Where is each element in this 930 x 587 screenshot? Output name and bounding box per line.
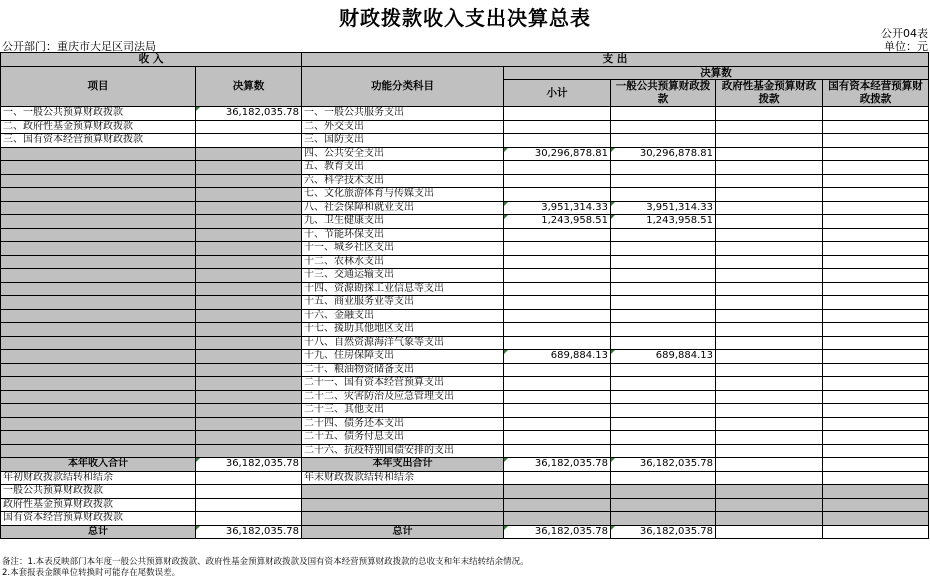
income-item-label	[1, 269, 196, 283]
table-row	[1, 174, 929, 188]
expense-capital	[823, 242, 929, 256]
final-amount-header: 决算数	[196, 66, 302, 107]
expense-subtotal	[504, 404, 611, 418]
expense-capital	[823, 431, 929, 445]
income-item-label	[1, 431, 196, 445]
income-item-value	[196, 350, 302, 364]
expense-item-label: 十三、交通运输支出	[302, 269, 504, 283]
income-item-value	[196, 161, 302, 175]
expense-fund	[716, 417, 823, 431]
expense-item-label: 十七、援助其他地区支出	[302, 323, 504, 337]
expense-item-label: 六、科学技术支出	[302, 174, 504, 188]
expense-capital	[823, 296, 929, 310]
table-row	[1, 525, 929, 539]
table-row	[1, 444, 929, 458]
filler	[302, 498, 504, 512]
page-title: 财政拨款收入支出决算总表	[339, 6, 591, 30]
expense-fund	[716, 215, 823, 229]
expense-fund	[716, 444, 823, 458]
table-row	[1, 377, 929, 391]
table-row	[1, 458, 929, 472]
note-line: 2.本套报表金额单位转换时可能存在尾数误差。	[2, 567, 181, 578]
final-amount-group-header: 决算数	[504, 66, 929, 80]
expense-item-label: 十五、商业服务业等支出	[302, 296, 504, 310]
expense-total-subtotal: 36,182,035.78	[504, 458, 611, 472]
expense-capital	[823, 404, 929, 418]
income-item-label	[1, 161, 196, 175]
income-item-label	[1, 188, 196, 202]
table-row	[1, 228, 929, 242]
grand-total-subtotal: 36,182,035.78	[504, 525, 611, 539]
table-row	[1, 471, 929, 485]
expense-item-label: 二十、粮油物资储备支出	[302, 363, 504, 377]
income-item-value	[196, 201, 302, 215]
expense-subtotal	[504, 377, 611, 391]
expense-subtotal	[504, 309, 611, 323]
expense-capital	[823, 228, 929, 242]
filler	[611, 512, 716, 526]
expense-subtotal	[504, 323, 611, 337]
expense-item-label: 二十三、其他支出	[302, 404, 504, 418]
income-item-value	[196, 188, 302, 202]
expense-item-label: 十九、住房保障支出	[302, 350, 504, 364]
expense-subtotal: 30,296,878.81	[504, 147, 611, 161]
expense-subtotal	[504, 255, 611, 269]
expense-fund	[716, 107, 823, 121]
income-item-value	[196, 309, 302, 323]
filler	[611, 485, 716, 499]
expense-capital	[823, 120, 929, 134]
expense-subtotal	[504, 228, 611, 242]
expense-subtotal	[504, 431, 611, 445]
expense-general	[611, 390, 716, 404]
expense-total-general: 36,182,035.78	[611, 458, 716, 472]
expense-general	[611, 188, 716, 202]
income-item-value	[196, 431, 302, 445]
filler	[716, 485, 823, 499]
expense-fund	[716, 120, 823, 134]
table-row	[1, 498, 929, 512]
income-item-value	[196, 296, 302, 310]
expense-item-label: 十八、自然资源海洋气象等支出	[302, 336, 504, 350]
expense-fund	[716, 188, 823, 202]
table-row	[1, 215, 929, 229]
income-item-label	[1, 404, 196, 418]
expense-capital	[823, 174, 929, 188]
expense-subtotal: 3,951,314.33	[504, 201, 611, 215]
expense-capital	[823, 107, 929, 121]
table-row	[1, 161, 929, 175]
income-item-value	[196, 377, 302, 391]
table-row	[1, 242, 929, 256]
expense-capital	[823, 350, 929, 364]
expense-general	[611, 228, 716, 242]
income-item-label	[1, 215, 196, 229]
table-row	[1, 417, 929, 431]
carryover-end-capital	[823, 471, 929, 485]
income-item-value	[196, 323, 302, 337]
expense-item-label: 十、节能环保支出	[302, 228, 504, 242]
expense-item-label: 五、教育支出	[302, 161, 504, 175]
expense-general	[611, 404, 716, 418]
expense-capital	[823, 147, 929, 161]
income-item-label	[1, 444, 196, 458]
sub-fund-label: 政府性基金预算财政拨款	[1, 498, 196, 512]
expense-total-label: 本年支出合计	[302, 458, 504, 472]
income-item-value	[196, 282, 302, 296]
state-capital-header: 国有资本经营预算财政拨款	[823, 80, 929, 107]
expense-general: 30,296,878.81	[611, 147, 716, 161]
subtotal-header: 小计	[504, 80, 611, 107]
income-item-value	[196, 269, 302, 283]
expense-item-label: 二十二、灾害防治及应急管理支出	[302, 390, 504, 404]
expense-fund	[716, 323, 823, 337]
expense-fund	[716, 134, 823, 148]
expense-general: 1,243,958.51	[611, 215, 716, 229]
filler	[716, 498, 823, 512]
expense-capital	[823, 161, 929, 175]
carryover-end-fund	[716, 471, 823, 485]
expense-general	[611, 444, 716, 458]
expense-subtotal: 1,243,958.51	[504, 215, 611, 229]
grand-total-left-value: 36,182,035.78	[196, 525, 302, 539]
expense-subtotal	[504, 120, 611, 134]
expense-item-label: 九、卫生健康支出	[302, 215, 504, 229]
income-item-label	[1, 147, 196, 161]
expense-capital	[823, 390, 929, 404]
expense-general	[611, 417, 716, 431]
carryover-end-label: 年末财政拨款结转和结余	[302, 471, 504, 485]
expense-general: 689,884.13	[611, 350, 716, 364]
expense-capital	[823, 215, 929, 229]
table-row	[1, 309, 929, 323]
expense-general	[611, 120, 716, 134]
expense-capital	[823, 323, 929, 337]
expense-fund	[716, 242, 823, 256]
table-row	[1, 188, 929, 202]
income-item-label	[1, 309, 196, 323]
table-row	[1, 269, 929, 283]
expense-item-label: 十六、金融支出	[302, 309, 504, 323]
expense-item-label: 四、公共安全支出	[302, 147, 504, 161]
expense-general	[611, 242, 716, 256]
sub-general-label: 一般公共预算财政拨款	[1, 485, 196, 499]
expense-item-label: 二十六、抗疫特别国债安排的支出	[302, 444, 504, 458]
expense-fund	[716, 282, 823, 296]
income-item-label	[1, 296, 196, 310]
general-budget-header: 一般公共预算财政拨款	[611, 80, 716, 107]
expense-fund	[716, 431, 823, 445]
filler	[504, 498, 611, 512]
income-header: 收 入	[1, 53, 302, 67]
expense-subtotal	[504, 134, 611, 148]
filler	[504, 485, 611, 499]
expense-general	[611, 296, 716, 310]
table-row	[1, 431, 929, 445]
table-row	[1, 120, 929, 134]
expense-general	[611, 377, 716, 391]
expense-item-label: 二十五、债务付息支出	[302, 431, 504, 445]
expense-fund	[716, 147, 823, 161]
expense-fund	[716, 390, 823, 404]
grand-total-general: 36,182,035.78	[611, 525, 716, 539]
expense-general	[611, 174, 716, 188]
expense-fund	[716, 377, 823, 391]
expense-capital	[823, 444, 929, 458]
income-item-value	[196, 390, 302, 404]
income-item-label	[1, 174, 196, 188]
filler	[302, 485, 504, 499]
sub-value	[196, 498, 302, 512]
expense-general	[611, 431, 716, 445]
expense-capital	[823, 188, 929, 202]
income-item-label	[1, 242, 196, 256]
income-item-value	[196, 134, 302, 148]
expense-item-label: 十四、资源勘探工业信息等支出	[302, 282, 504, 296]
grand-total-label-right: 总计	[302, 525, 504, 539]
expense-total-capital	[823, 458, 929, 472]
expense-capital	[823, 336, 929, 350]
expense-general	[611, 134, 716, 148]
table-row	[1, 485, 929, 499]
income-item-value	[196, 242, 302, 256]
expense-general	[611, 323, 716, 337]
expense-fund	[716, 255, 823, 269]
department-label: 公开部门：重庆市大足区司法局	[2, 40, 156, 53]
expense-item-label: 十二、农林水支出	[302, 255, 504, 269]
expense-subtotal	[504, 269, 611, 283]
table-row	[1, 107, 929, 121]
income-item-value	[196, 417, 302, 431]
income-item-label	[1, 417, 196, 431]
filler	[716, 512, 823, 526]
income-item-label: 二、政府性基金预算财政拨款	[1, 120, 196, 134]
filler	[611, 498, 716, 512]
carryover-begin-value	[196, 471, 302, 485]
form-number: 公开04表	[881, 27, 928, 40]
expense-subtotal	[504, 390, 611, 404]
income-item-label	[1, 201, 196, 215]
table-row	[1, 282, 929, 296]
income-item-value	[196, 404, 302, 418]
expense-subtotal	[504, 282, 611, 296]
expense-general	[611, 107, 716, 121]
expense-fund	[716, 269, 823, 283]
income-total-label: 本年收入合计	[1, 458, 196, 472]
expense-capital	[823, 282, 929, 296]
income-item-value: 36,182,035.78	[196, 107, 302, 121]
expense-capital	[823, 309, 929, 323]
filler	[504, 512, 611, 526]
expense-general	[611, 363, 716, 377]
expense-subtotal	[504, 107, 611, 121]
expense-item-label: 八、社会保障和就业支出	[302, 201, 504, 215]
expense-fund	[716, 336, 823, 350]
func-class-header: 功能分类科目	[302, 66, 504, 107]
budget-table	[0, 52, 929, 539]
gov-fund-header: 政府性基金预算财政拨款	[716, 80, 823, 107]
table-row	[1, 363, 929, 377]
sub-capital-label: 国有资本经营预算财政拨款	[1, 512, 196, 526]
expense-fund	[716, 174, 823, 188]
expense-subtotal: 689,884.13	[504, 350, 611, 364]
income-item-value	[196, 336, 302, 350]
grand-total-label-left: 总计	[1, 525, 196, 539]
expense-item-label: 三、国防支出	[302, 134, 504, 148]
table-row	[1, 404, 929, 418]
carryover-end-general	[611, 471, 716, 485]
income-item-value	[196, 215, 302, 229]
expense-subtotal	[504, 242, 611, 256]
expense-capital	[823, 363, 929, 377]
item-header: 项目	[1, 66, 196, 107]
income-item-label	[1, 228, 196, 242]
expense-item-label: 二十四、债务还本支出	[302, 417, 504, 431]
expense-item-label: 二十一、国有资本经营预算支出	[302, 377, 504, 391]
expense-fund	[716, 350, 823, 364]
income-item-label	[1, 350, 196, 364]
expense-subtotal	[504, 161, 611, 175]
expense-general	[611, 309, 716, 323]
income-item-value	[196, 174, 302, 188]
sub-value	[196, 485, 302, 499]
table-row	[1, 201, 929, 215]
expense-subtotal	[504, 296, 611, 310]
income-item-value	[196, 147, 302, 161]
income-item-label	[1, 390, 196, 404]
grand-total-fund	[716, 525, 823, 539]
expense-item-label: 一、一般公共服务支出	[302, 107, 504, 121]
income-item-value	[196, 228, 302, 242]
table-row	[1, 296, 929, 310]
table-row	[1, 323, 929, 337]
expense-capital	[823, 377, 929, 391]
income-item-label: 一、一般公共预算财政拨款	[1, 107, 196, 121]
expense-subtotal	[504, 336, 611, 350]
expense-item-label: 二、外交支出	[302, 120, 504, 134]
expense-fund	[716, 296, 823, 310]
income-item-label	[1, 363, 196, 377]
income-total-value: 36,182,035.78	[196, 458, 302, 472]
table-row	[1, 255, 929, 269]
expense-subtotal	[504, 363, 611, 377]
filler	[302, 512, 504, 526]
income-item-label	[1, 255, 196, 269]
expense-subtotal	[504, 417, 611, 431]
income-item-value	[196, 255, 302, 269]
grand-total-capital	[823, 525, 929, 539]
income-item-value	[196, 363, 302, 377]
expense-general	[611, 269, 716, 283]
expense-capital	[823, 417, 929, 431]
expense-general	[611, 161, 716, 175]
expense-general: 3,951,314.33	[611, 201, 716, 215]
table-row	[1, 147, 929, 161]
notes	[2, 557, 529, 578]
table-row	[1, 390, 929, 404]
expense-general	[611, 336, 716, 350]
expense-fund	[716, 363, 823, 377]
expense-subtotal	[504, 444, 611, 458]
expense-capital	[823, 269, 929, 283]
expense-capital	[823, 255, 929, 269]
note-line: 备注：1.本表反映部门本年度一般公共预算财政拨款、政府性基金预算财政拨款及国有资本经营预算财政拨款的总收支和年末结转结余情况。	[2, 557, 529, 567]
expense-fund	[716, 228, 823, 242]
income-item-label	[1, 323, 196, 337]
filler	[823, 512, 929, 526]
expense-capital	[823, 134, 929, 148]
expense-item-label: 十一、城乡社区支出	[302, 242, 504, 256]
carryover-begin-label: 年初财政拨款结转和结余	[1, 471, 196, 485]
income-item-label	[1, 282, 196, 296]
filler	[823, 498, 929, 512]
expense-header: 支 出	[302, 53, 929, 67]
carryover-end-subtotal	[504, 471, 611, 485]
expense-fund	[716, 201, 823, 215]
expense-subtotal	[504, 174, 611, 188]
unit-label: 单位：元	[884, 40, 928, 53]
income-item-value	[196, 120, 302, 134]
table-row	[1, 512, 929, 526]
expense-general	[611, 255, 716, 269]
expense-fund	[716, 404, 823, 418]
income-item-label: 三、国有资本经营预算财政拨款	[1, 134, 196, 148]
filler	[823, 485, 929, 499]
expense-general	[611, 282, 716, 296]
expense-total-fund	[716, 458, 823, 472]
table-row	[1, 350, 929, 364]
expense-item-label: 七、文化旅游体育与传媒支出	[302, 188, 504, 202]
table-row	[1, 336, 929, 350]
income-item-label	[1, 377, 196, 391]
expense-subtotal	[504, 188, 611, 202]
income-item-value	[196, 444, 302, 458]
expense-capital	[823, 201, 929, 215]
sub-value	[196, 512, 302, 526]
expense-fund	[716, 161, 823, 175]
table-row	[1, 134, 929, 148]
expense-fund	[716, 309, 823, 323]
income-item-label	[1, 336, 196, 350]
